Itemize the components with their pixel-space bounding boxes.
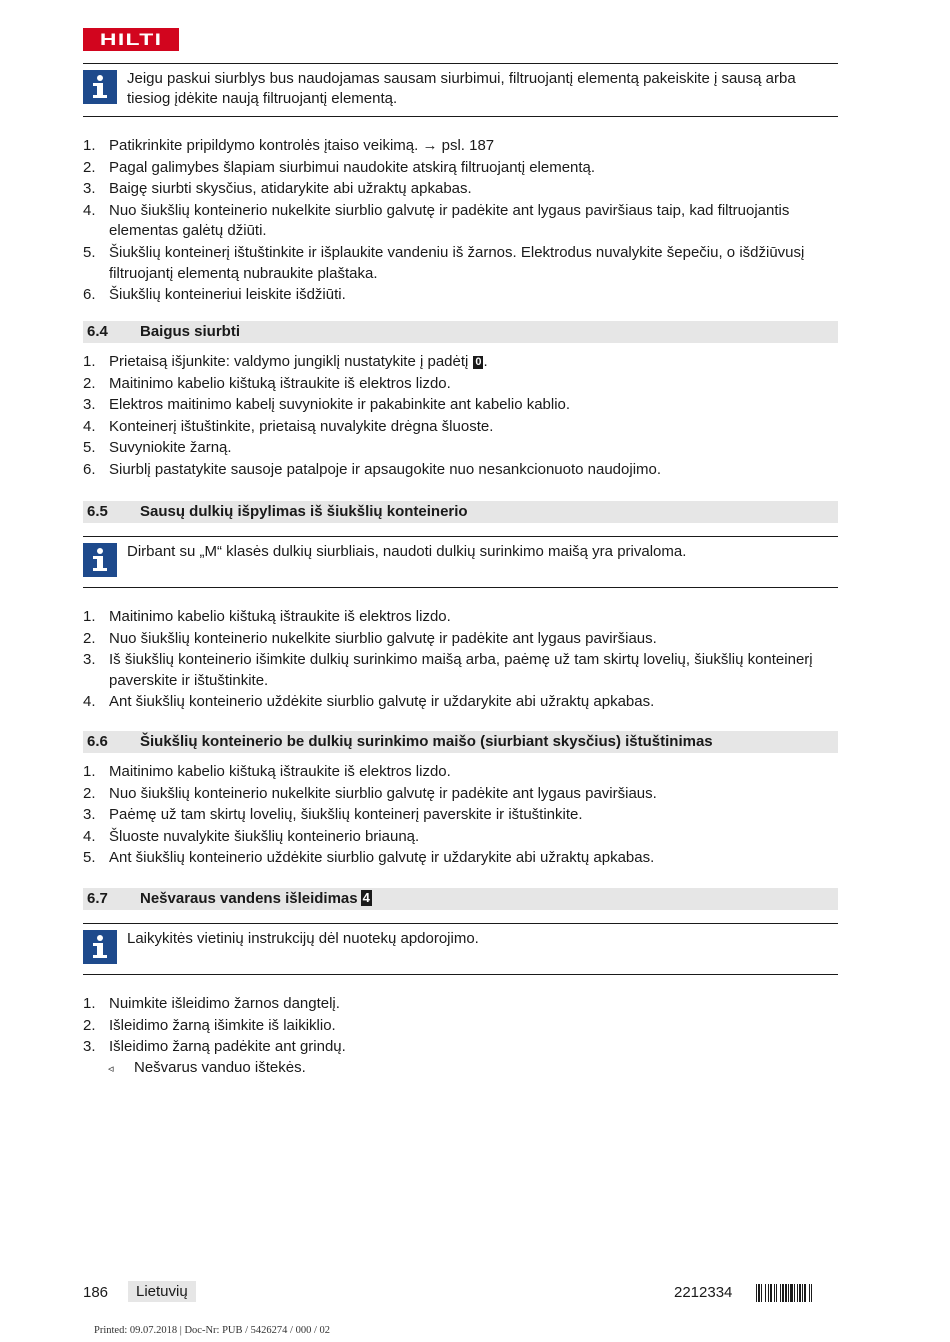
steps-list-finish [83,352,843,482]
list-item: 5. Ant šiukšlių konteinerio uždėkite siurblio galvutę ir uždarykite abi užraktų apkabas. [83,849,655,867]
list-item: 2. Pagal galimybes šlapiam siurbimui naudokite atskirą filtruojantį elementą. [83,158,596,176]
document-code: 2212334 [674,1284,733,1301]
steps-list-dry-emptying [83,607,843,714]
section-title: Šiukšlių konteinerio be dulkių surinkimo maišo (siurbiant skysčius) ištuštinimas [140,733,713,750]
list-item: 2. Išleidimo žarną išimkite iš laikiklio. [83,1016,336,1034]
steps-list-drain [83,994,843,1059]
list-item: 6. Siurblį pastatykite sausoje patalpoje ir apsaugokite nuo nesankcionuoto naudojimo. [83,460,662,478]
info-icon [83,70,117,104]
step-result [108,1058,306,1079]
info-note-dust-bag [83,536,838,588]
list-item: 4. Konteinerį ištuštinkite, prietaisą nuvalykite drėgna šluoste. [83,417,494,435]
hilti-logo [83,28,179,51]
list-item: 2. Nuo šiukšlių konteinerio nukelkite siurblio galvutę ir padėkite ant lygaus paviršiaus. [83,784,657,802]
list-item: 4. Nuo šiukšlių konteinerio nukelkite siurblio galvutę ir padėkite ant lygaus paviršiaus taip, kad filtruojantis elementas galėtų džiūti. [83,201,790,240]
list-item: 1. Nuimkite išleidimo žarnos dangtelį. [83,995,340,1012]
barcode [756,1284,838,1302]
section-heading-6-6 [83,731,838,753]
list-item: 5. Suvyniokite žarną. [83,439,232,457]
steps-list-liquid-emptying [83,762,843,870]
list-item: 1. Maitinimo kabelio kištuką ištraukite iš elektros lizdo. [83,763,451,780]
result-text: Nešvarus vanduo ištekės. [134,1059,306,1076]
info-icon [83,543,117,577]
list-item: 5. Šiukšlių konteinerį ištuštinkite ir išplaukite vandeniu iš žarnos. Elektrodus nuvalykite šepečiu, o išdžiūvusį filtruojantį elementą nubraukite plaštaka. [83,243,805,282]
list-item: 3. Elektros maitinimo kabelį suvyniokite ir pakabinkite ant kabelio kablio. [83,396,571,414]
list-item: 6. Šiukšlių konteineriui leiskite išdžiūti. [83,286,346,304]
section-number: 6.5 [87,503,108,520]
section-number: 6.4 [87,323,108,340]
figure-reference: 4 [362,890,370,905]
list-item: 2. Nuo šiukšlių konteinerio nukelkite siurblio galvutę ir padėkite ant lygaus paviršiaus. [83,629,657,647]
list-item: 3. Išleidimo žarną padėkite ant grindų. [83,1038,346,1056]
print-info: Printed: 09.07.2018 | Doc-Nr: PUB / 5426274 / 000 / 02 [94,1325,331,1336]
section-number: 6.6 [87,733,108,750]
section-heading-6-5 [83,501,838,523]
language-label: Lietuvių [128,1281,196,1302]
list-item: 1. Patikrinkite pripildymo kontrolės įtaiso veikimą. → psl. 187 [83,137,495,154]
list-item: 3. Iš šiukšlių konteinerio išimkite dulkių surinkimo maišą arba, paėmę už tam skirtų lovelių, šiukšlių konteinerį paverskite ir ištuštinkite. [83,651,813,689]
list-item: 3. Baigę siurbti skysčius, atidarykite abi užraktų apkabas. [83,180,472,198]
result-arrow-icon: ◃ [108,1063,114,1075]
list-item: 4. Šluoste nuvalykite šiukšlių konteinerio briauną. [83,827,420,845]
note-text: Jeigu paskui siurblys bus naudojamas sausam siurbimui, filtruojantį elementą pakeiskite į sausą arba tiesiog įdėkite naują filtruojantį elementą. [127,70,796,107]
steps-list-wet-cleaning [83,136,843,307]
list-item: 2. Maitinimo kabelio kištuką ištraukite iš elektros lizdo. [83,374,451,392]
info-icon [83,930,117,964]
section-number: 6.7 [87,890,108,907]
info-note-filter [83,63,838,117]
page-number: 186 [83,1284,109,1301]
section-title: Sausų dulkių išpylimas iš šiukšlių konteinerio [140,503,468,520]
info-note-wastewater [83,923,838,975]
note-text: Laikykitės vietinių instrukcijų dėl nuotekų apdorojimo. [127,930,479,947]
list-item: 1. Prietaisą išjunkite: valdymo jungiklį nustatykite į padėtį 0 . [83,353,488,370]
list-item: 4. Ant šiukšlių konteinerio uždėkite siurblio galvutę ir uždarykite abi užraktų apkabas. [83,693,655,711]
section-heading-6-7 [83,888,838,910]
section-title: Baigus siurbti [140,323,241,340]
section-heading-6-4 [83,321,838,343]
switch-position-key: 0 [475,356,482,368]
list-item: 3. Paėmę už tam skirtų lovelių, šiukšlių konteinerį paverskite ir ištuštinkite. [83,806,583,824]
note-text: Dirbant su „M“ klasės dulkių siurbliais, naudoti dulkių surinkimo maišą yra privaloma. [127,543,687,560]
list-item: 1. Maitinimo kabelio kištuką ištraukite iš elektros lizdo. [83,608,451,625]
section-title: Nešvaraus vandens išleidimas 4 [140,890,370,907]
logo-text: HILTI [99,29,163,49]
